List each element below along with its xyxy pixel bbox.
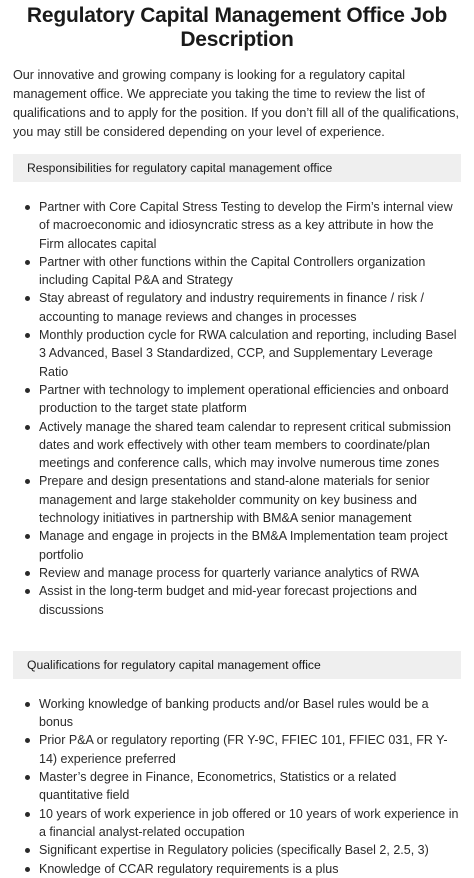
list-item: Actively manage the shared team calendar to represent critical submission dates and work effectively with other team members to coordinate/plan meetings and conference calls, which may involve numerous time zones (39, 418, 461, 473)
list-item: Stay abreast of regulatory and industry requirements in finance / risk / accounting to manage reviews and changes in processes (39, 289, 461, 326)
list-item: Assist in the long-term budget and mid-year forecast projections and discussions (39, 582, 461, 619)
list-item: Master’s degree in Finance, Econometrics, Statistics or a related quantitative field (39, 768, 461, 805)
list-item: Significant expertise in Regulatory policies (specifically Basel 2, 2.5, 3) (39, 841, 461, 859)
intro-paragraph: Our innovative and growing company is looking for a regulatory capital management office. We appreciate you taking the time to review the list of qualifications and to apply for the position. If you don’t fill all of the qualifications, you may still be considered depending on your level of experience. (13, 68, 459, 139)
list-item: Manage and engage in projects in the BM&A Implementation team project portfolio (39, 527, 461, 564)
responsibilities-heading: Responsibilities for regulatory capital management office (13, 154, 461, 182)
list-item: Working knowledge of banking products and/or Basel rules would be a bonus (39, 695, 461, 732)
list-item: Partner with technology to implement operational efficiencies and onboard production to the target state platform (39, 381, 461, 418)
list-item: Prepare and design presentations and stand-alone materials for senior management and large stakeholder community on key business and technology initiatives in partnership with BM&A senior management (39, 472, 461, 527)
list-item: Partner with other functions within the Capital Controllers organization including Capital P&A and Strategy (39, 253, 461, 290)
list-item: Partner with Core Capital Stress Testing to develop the Firm’s internal view of macroeconomic and idiosyncratic stress as a key attribute in how the Firm allocates capital (39, 198, 461, 253)
page-title: Regulatory Capital Management Office Job Description (26, 4, 448, 51)
list-item: Review and manage process for quarterly variance analytics of RWA (39, 564, 461, 582)
list-item: Monthly production cycle for RWA calculation and reporting, including Basel 3 Advanced, Basel 3 Standardized, CCP, and Supplementary Leverage Ratio (39, 326, 461, 381)
qualifications-list (13, 695, 461, 878)
list-item: 10 years of work experience in job offered or 10 years of work experience in a financial analyst-related occupation (39, 805, 461, 842)
list-item: Prior P&A or regulatory reporting (FR Y-9C, FFIEC 101, FFIEC 031, FR Y-14) experience preferred (39, 731, 461, 768)
qualifications-heading: Qualifications for regulatory capital management office (13, 651, 461, 679)
list-item: Knowledge of CCAR regulatory requirements is a plus (39, 860, 461, 878)
responsibilities-list (13, 198, 461, 619)
